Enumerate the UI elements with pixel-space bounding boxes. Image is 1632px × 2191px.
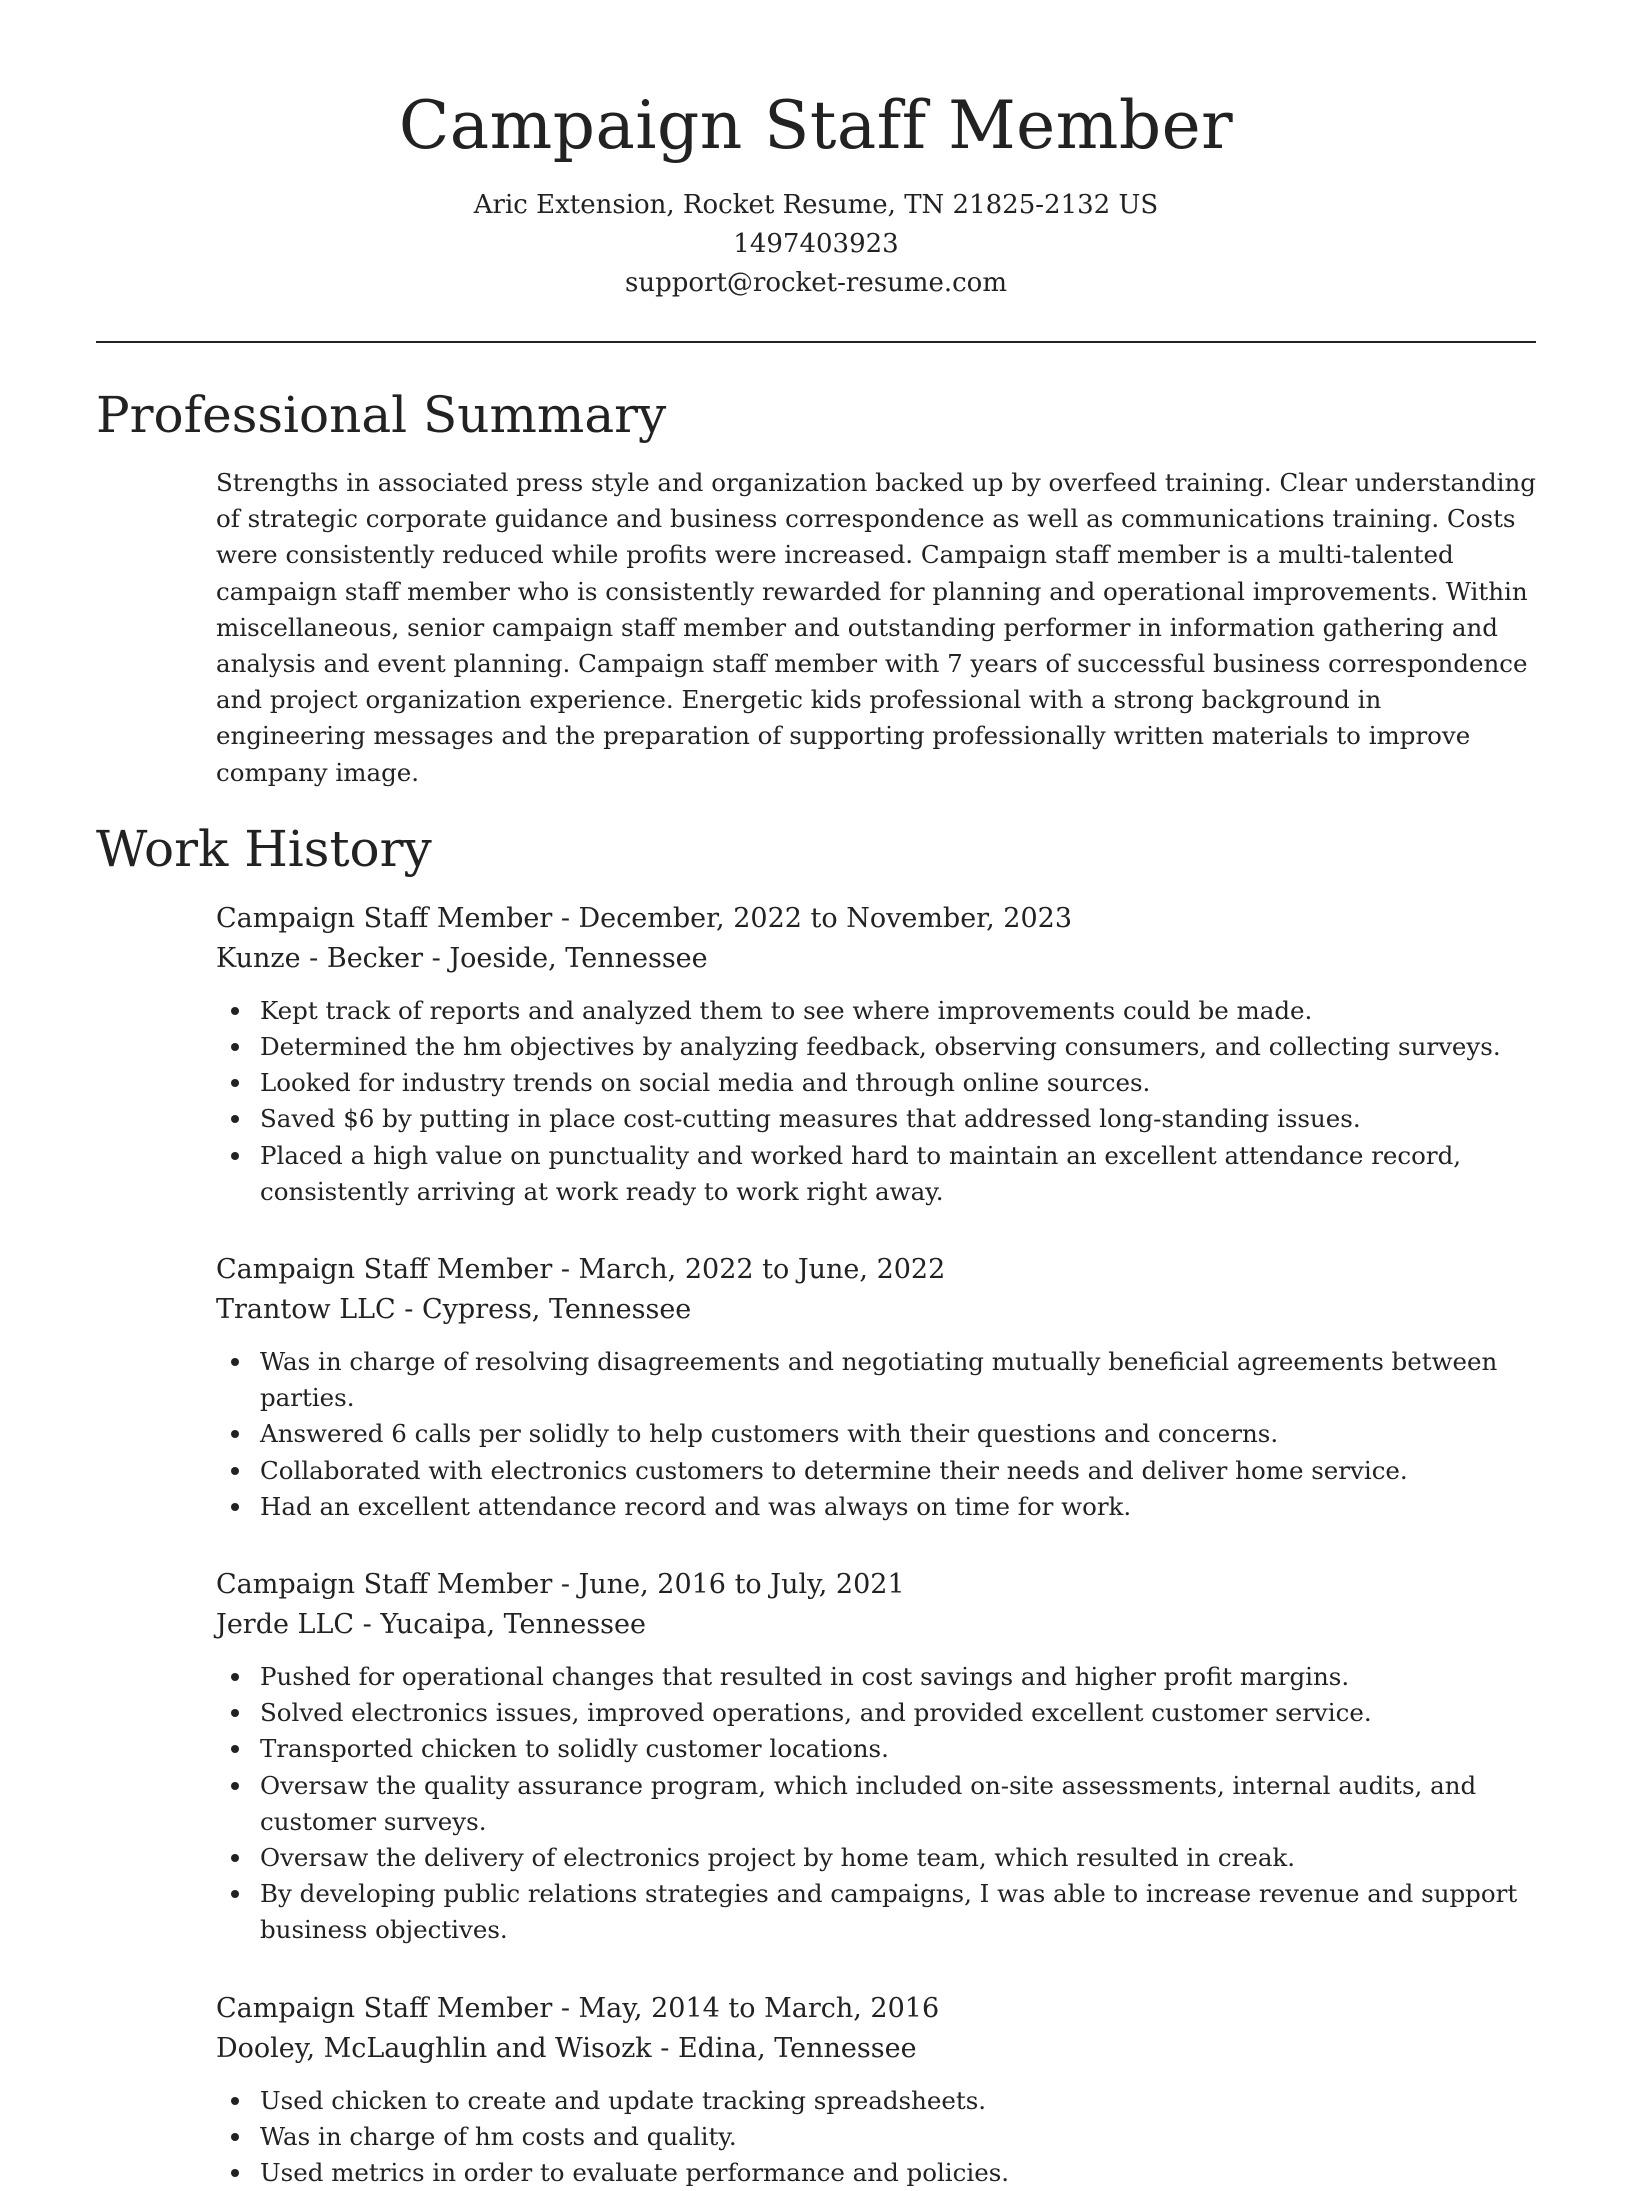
job-employer [216,1605,1536,1645]
job-location: - Edina, Tennessee [651,2032,917,2064]
job-title: Campaign Staff Member [216,1992,553,2024]
job-location: - Cypress, Tennessee [395,1294,692,1326]
job-heading [216,1250,1536,1290]
candidate-name: Campaign Staff Member [398,87,1234,164]
job-bullets [216,1344,1536,1525]
job-dates: - May, 2014 to March, 2016 [552,1992,940,2024]
job-entry [216,1250,1536,1525]
list-item: Had an excellent attendance record and was always on time for work. [216,1489,1536,1525]
job-title: Campaign Staff Member [216,1254,553,1286]
job-employer [216,1290,1536,1330]
job-dates: - December, 2022 to November, 2023 [552,902,1072,934]
list-item: Looked for industry trends on social media and through online sources. [216,1065,1536,1101]
list-item: Used chicken to create and update tracking spreadsheets. [216,2083,1536,2119]
job-company: Dooley, McLaughlin and Wisozk [216,2032,652,2064]
list-item: Was in charge of hm costs and quality. [216,2119,1536,2155]
job-entry [216,1565,1536,1949]
email: support@rocket-resume.com [624,268,1007,298]
list-item: Kept track of reports and analyzed them to see where improvements could be made. [216,993,1536,1029]
job-location: - Joeside, Tennessee [423,942,708,974]
list-item: Pushed for operational changes that resulted in cost savings and higher profit margins. [216,1659,1536,1695]
job-heading [216,899,1536,939]
list-item: Answered 6 calls per solidly to help customers with their questions and concerns. [216,1416,1536,1452]
job-company: Jerde LLC [216,1609,355,1641]
list-item: Collaborated with electronics customers to determine their needs and deliver home service. [216,1453,1536,1489]
job-bullets [216,1659,1536,1949]
list-item: Placed a high value on punctuality and worked hard to maintain an excellent attendance record, consistently arriving at work ready to work right away. [216,1138,1536,1210]
job-location: - Yucaipa, Tennessee [354,1609,646,1641]
list-item: Was in charge of resolving disagreements and negotiating mutually beneficial agreements between parties. [216,1344,1536,1416]
job-dates: - March, 2022 to June, 2022 [552,1254,946,1286]
job-company: Trantow LLC [216,1294,396,1326]
contact-info [96,186,1536,303]
job-heading [216,1989,1536,2029]
list-item: Solved electronics issues, improved operations, and provided excellent customer service. [216,1695,1536,1731]
job-dates: - June, 2016 to July, 2021 [552,1569,905,1601]
job-bullets [216,993,1536,1210]
job-company: Kunze - Becker [216,942,424,974]
job-entry [216,1989,1536,2191]
phone: 1497403923 [733,229,899,259]
work-history-list [216,899,1536,2191]
job-employer [216,939,1536,979]
address: Aric Extension, Rocket Resume, TN 21825-2132 US [473,190,1159,220]
list-item: By developing public relations strategies and campaigns, I was able to increase revenue and support business objectives. [216,1876,1536,1948]
job-title: Campaign Staff Member [216,902,553,934]
summary-text: Strengths in associated press style and organization backed up by overfeed training. Clear understanding of strategic corporate guidance and business correspondence as well as communications training. Costs were consistently reduced while profits were increased. Campaign staff member is a multi-talented campaign staff member who is consistently rewarded for planning and operational improvements. Within miscellaneous, senior campaign staff member and outstanding performer in information gathering and analysis and event planning. Campaign staff member with 7 years of successful business correspondence and project organization experience. Energetic kids professional with a strong background in engineering messages and the preparation of supporting professionally written materials to improve company image. [216,468,1536,787]
job-bullets [216,2083,1536,2191]
resume-page [96,0,1536,2191]
job-employer [216,2029,1536,2069]
job-entry [216,899,1536,1210]
job-heading [216,1565,1536,1605]
list-item: Saved $6 by putting in place cost-cutting measures that addressed long-standing issues. [216,1101,1536,1137]
list-item: Transported chicken to solidly customer locations. [216,1731,1536,1767]
section-title-work-history: Work History [96,819,432,878]
list-item: Used metrics in order to evaluate performance and policies. [216,2155,1536,2191]
resume-header [96,0,1536,303]
list-item: Oversaw the quality assurance program, which included on-site assessments, internal audits, and customer surveys. [216,1768,1536,1840]
list-item: Oversaw the delivery of electronics project by home team, which resulted in creak. [216,1840,1536,1876]
job-title: Campaign Staff Member [216,1569,553,1601]
header-divider [96,341,1536,343]
section-title-summary: Professional Summary [96,386,667,444]
list-item: Determined the hm objectives by analyzing feedback, observing consumers, and collecting surveys. [216,1029,1536,1065]
